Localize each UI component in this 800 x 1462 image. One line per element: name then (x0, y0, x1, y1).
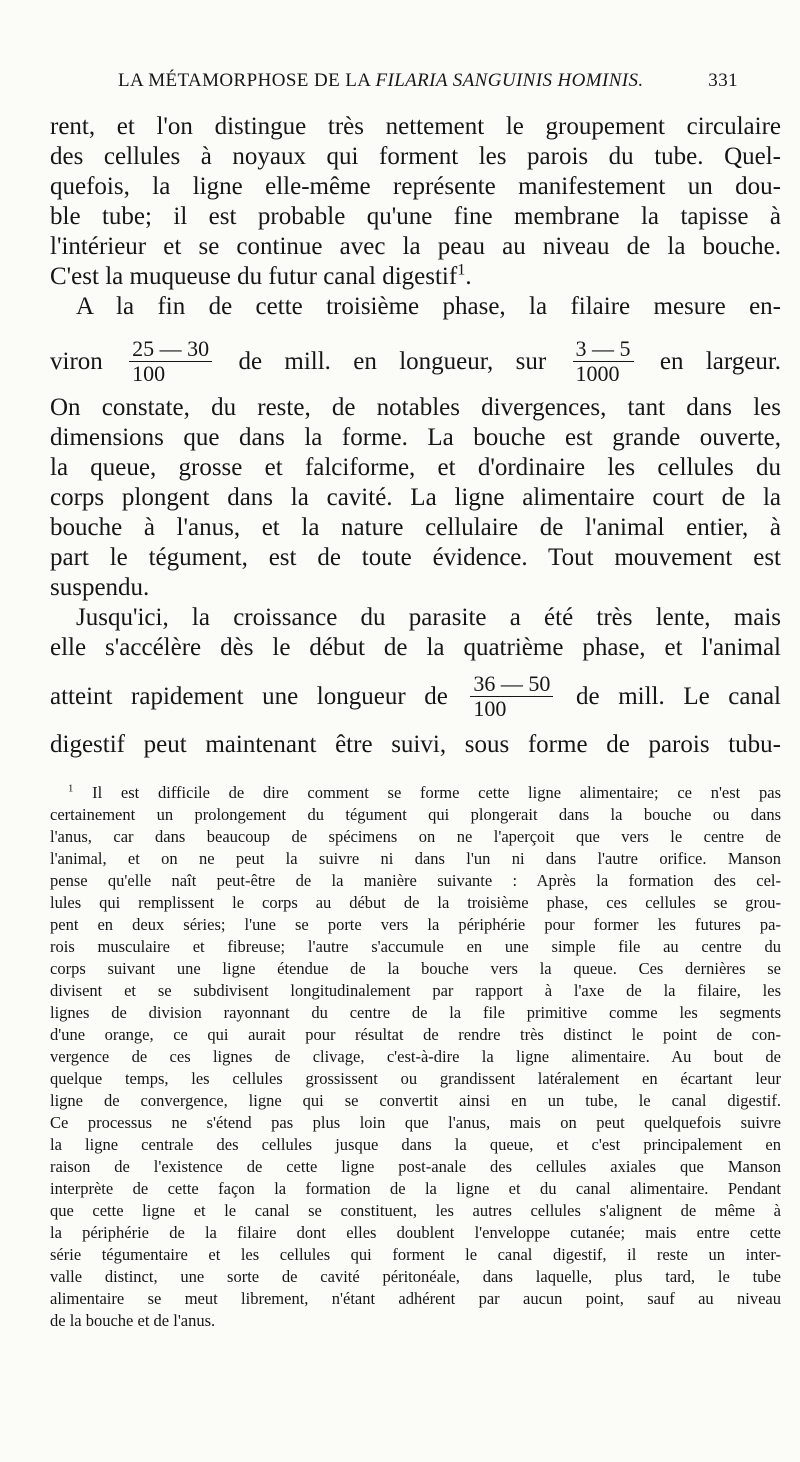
footnote-line: Ce processus ne s'étend pas plus loin que l'anus, mais on peut quelquefois suivre (50, 1113, 781, 1132)
footnote-line: interprète de cette façon la formation de la ligne et du canal alimentaire. Pendant (50, 1179, 781, 1198)
text-line: dimensions que dans la forme. La bouche est grande ouverte, (50, 424, 781, 451)
text-line: On constate, du reste, de notables divergences, tant dans les (50, 394, 781, 421)
footnote-line: la ligne centrale des cellules jusque dans la queue, et c'est principalement en (50, 1135, 781, 1154)
text-line: l'intérieur et se continue avec la peau au niveau de la bouche. (50, 233, 781, 260)
footnote-line: rois musculaire et fibreuse; l'autre s'accumule en une simple file au centre du (50, 937, 781, 956)
text-line: digestif peut maintenant être suivi, sous forme de parois tubu- (50, 731, 781, 758)
footnote-reference: 1 (457, 260, 466, 279)
footnote-line: certainement un prolongement du tégument qui plongerait dans la bouche ou dans (50, 805, 781, 824)
footnote-marker: 1 (68, 782, 74, 795)
running-header (118, 70, 738, 94)
text-line: Jusqu'ici, la croissance du parasite a été très lente, mais (76, 604, 781, 631)
footnote-line: l'anus, car dans beaucoup de spécimens on ne l'aperçoit que vers le centre de (50, 827, 781, 846)
text-line: suspendu. (50, 574, 150, 601)
fraction-width (573, 337, 634, 386)
footnote-line: pense qu'elle naît peut-être de la manière suivante : Après la formation des cel- (50, 871, 781, 890)
footnote-line: quelque temps, les cellules grossissent ou grandissent latéralement en écartant leur (50, 1069, 781, 1088)
footnote-line: la périphérie de la filaire dont elles doublent l'enveloppe cutanée; mais entre cette (50, 1223, 781, 1242)
footnote-line: série tégumentaire et les cellules qui forment le canal digestif, il reste un inter- (50, 1245, 781, 1264)
fraction-numerator: 3 — 5 (573, 337, 634, 362)
fraction-denominator: 1000 (575, 360, 620, 386)
text-line-with-fractions (50, 332, 781, 392)
text-line (50, 262, 781, 292)
text-line: rent, et l'on distingue très nettement le groupement circulaire (50, 113, 781, 140)
text-line: elle s'accélère dès le début de la quatrième phase, et l'animal (50, 634, 781, 661)
footnote-line: corps suivant une ligne étendue de la bouche vers la queue. Ces dernières se (50, 959, 781, 978)
text-line: bouche à l'anus, et la nature cellulaire de l'animal entier, à (50, 514, 781, 541)
text-span: de mill. en longueur, sur (238, 348, 547, 375)
text-span: viron (50, 348, 103, 375)
fraction-length (470, 672, 553, 721)
running-title (118, 70, 644, 92)
text-line: A la fin de cette troisième phase, la filaire mesure en- (76, 293, 781, 320)
footnote-line: vergence de ces lignes de clivage, c'est-à-dire la ligne alimentaire. Au bout de (50, 1047, 781, 1066)
footnote-line: pent en deux séries; l'une se porte vers la périphérie pour former les futures pa- (50, 915, 781, 934)
footnote-line: ligne de convergence, ligne qui se convertit ainsi en un tube, le canal digestif. (50, 1091, 781, 1110)
running-title-italic: FILARIA SANGUINIS HOMINIS. (375, 70, 644, 91)
text-line: ble tube; il est probable qu'une fine membrane la tapisse à (50, 203, 781, 230)
footnote-line (68, 782, 781, 803)
text-span: C'est la muqueuse du futur canal digestif (50, 263, 458, 290)
page-number: 331 (708, 70, 738, 91)
footnote-line: l'animal, et on ne peut la suivre ni dans l'un ni dans l'autre orifice. Manson (50, 849, 781, 868)
fraction-numerator: 25 — 30 (129, 337, 212, 362)
footnote-line: que cette ligne et le canal se constituent, les autres cellules s'alignent de même à (50, 1201, 781, 1220)
footnote-text: Il est difficile de dire comment se forme cette ligne alimentaire; ce n'est pas (92, 783, 782, 802)
footnote-line: alimentaire se meut librement, n'étant adhérent par aucun point, sauf au niveau (50, 1289, 781, 1308)
fraction-denominator: 100 (473, 695, 507, 721)
footnote-line: valle distinct, une sorte de cavité péritonéale, dans laquelle, plus tard, le tube (50, 1267, 781, 1286)
text-span: . (465, 263, 472, 290)
footnote-line: divisent et se subdivisent longitudinalement par rapport à l'axe de la filaire, les (50, 981, 781, 1000)
fraction-length (129, 337, 212, 386)
footnote-line: raison de l'existence de cette ligne post-anale des cellules axiales que Manson (50, 1157, 781, 1176)
text-line: la queue, grosse et falciforme, et d'ordinaire les cellules du (50, 454, 781, 481)
text-line: part le tégument, est de toute évidence. Tout mouvement est (50, 544, 781, 571)
text-span: de mill. Le canal (576, 683, 782, 710)
footnote-line: d'une orange, ce qui aurait pour résultat de rendre très distinct le point de con- (50, 1025, 781, 1044)
footnote-line: de la bouche et de l'anus. (50, 1311, 216, 1330)
fraction-numerator: 36 — 50 (470, 672, 553, 697)
text-line: des cellules à noyaux qui forment les parois du tube. Quel- (50, 143, 781, 170)
fraction-denominator: 100 (132, 360, 166, 386)
text-line: quefois, la ligne elle-même représente manifestement un dou- (50, 173, 781, 200)
footnote-line: lules qui remplissent le corps au début de la troisième phase, ces cellules se grou- (50, 893, 781, 912)
text-span: en largeur. (659, 348, 782, 375)
footnote-line: lignes de division rayonnant du centre de la file primitive comme les segments (50, 1003, 781, 1022)
text-span: atteint rapidement une longueur de (50, 683, 448, 710)
running-title-prefix: LA MÉTAMORPHOSE DE LA (118, 70, 376, 91)
text-line-with-fraction (50, 667, 781, 727)
text-line: corps plongent dans la cavité. La ligne alimentaire court de la (50, 484, 781, 511)
